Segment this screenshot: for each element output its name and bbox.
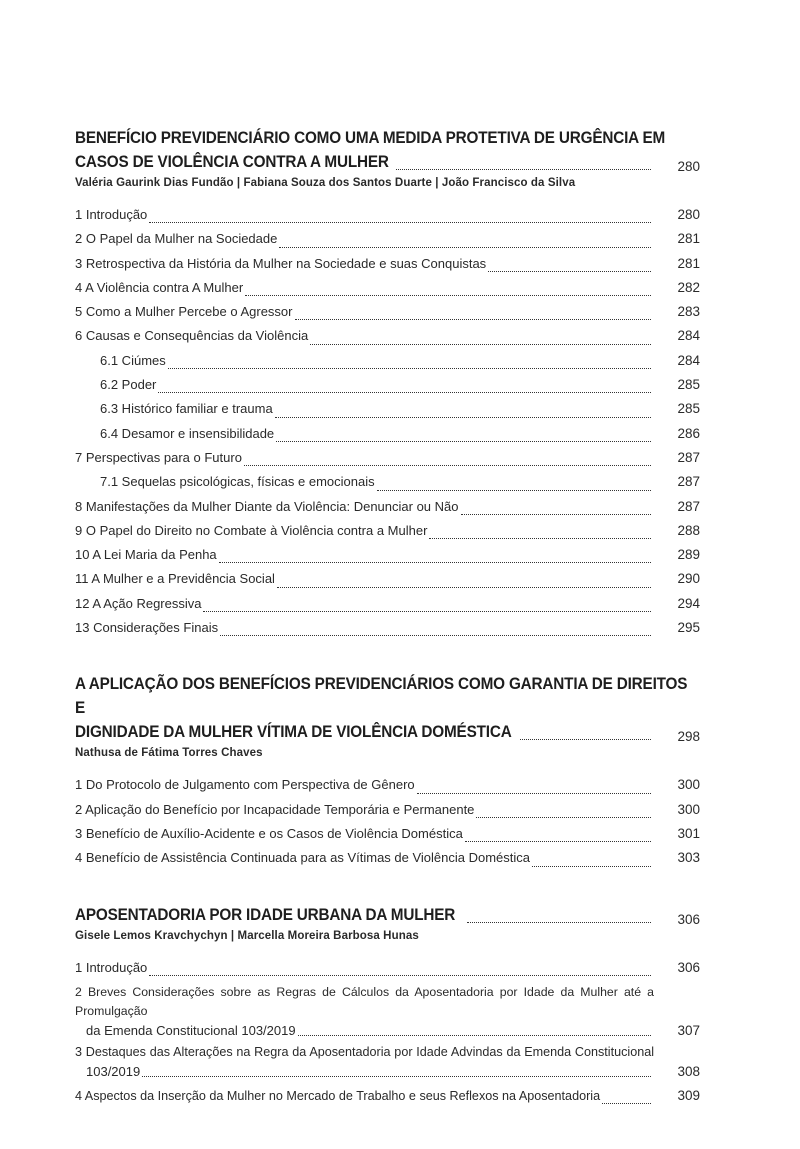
- entry-page: 286: [677, 425, 700, 441]
- leader-dots: [276, 440, 651, 442]
- entry-title: 4 A Violência contra A Mulher: [75, 279, 244, 295]
- toc-entry[interactable]: [75, 203, 700, 227]
- leader-dots: [149, 974, 651, 976]
- toc-entry[interactable]: [75, 822, 700, 846]
- leader-dots: [245, 294, 651, 296]
- toc-entry[interactable]: [75, 227, 700, 251]
- entry-title: 6.2 Poder: [100, 377, 157, 393]
- entry-title: 6 Causas e Consequências da Violência: [75, 328, 309, 344]
- entry-page: 300: [677, 777, 700, 793]
- entry-title: 13 Considerações Finais: [75, 620, 219, 636]
- entry-page: 285: [677, 401, 700, 417]
- entry-title: 3 Benefício de Auxílio-Acidente e os Casos de Violência Doméstica: [75, 825, 463, 841]
- entry-page: 285: [677, 377, 700, 393]
- toc-entry[interactable]: [75, 773, 700, 797]
- entry-title-continued: da Emenda Constitucional 103/2019: [86, 1022, 296, 1038]
- leader-dots: [142, 1075, 651, 1077]
- leader-dots: [467, 921, 651, 923]
- leader-dots: [219, 561, 651, 563]
- leader-dots: [298, 1034, 651, 1036]
- chapter-title[interactable]: [75, 126, 699, 150]
- entry-page: 281: [677, 255, 700, 271]
- entry-title: 10 A Lei Maria da Penha: [75, 547, 217, 563]
- toc-entry[interactable]: [75, 1084, 700, 1108]
- toc-entry[interactable]: [75, 252, 700, 276]
- toc-entry[interactable]: [75, 276, 700, 300]
- entry-page: 284: [677, 328, 700, 344]
- entry-title: 9 O Papel do Direito no Combate à Violência contra a Mulher: [75, 522, 428, 538]
- entry-title: 6.3 Histórico familiar e trauma: [100, 401, 273, 417]
- entry-page: 307: [677, 1022, 700, 1038]
- chapter-authors: Nathusa de Fátima Torres Chaves: [75, 747, 263, 760]
- entry-title: 3 Retrospectiva da História da Mulher na Sociedade e suas Conquistas: [75, 255, 487, 271]
- toc-subentry[interactable]: [75, 349, 700, 373]
- chapter-page-number: 306: [677, 911, 700, 927]
- toc-subentry[interactable]: [75, 422, 700, 446]
- toc-entry[interactable]: [75, 543, 700, 567]
- leader-dots: [149, 221, 651, 223]
- leader-dots: [417, 792, 651, 794]
- toc-entry[interactable]: [75, 846, 700, 870]
- chapter-title-row[interactable]: [75, 150, 700, 174]
- toc-entry[interactable]: [75, 956, 700, 980]
- entry-page: 301: [677, 825, 700, 841]
- entry-page: 288: [677, 522, 700, 538]
- leader-dots: [168, 367, 651, 369]
- toc-entry[interactable]: [75, 616, 700, 640]
- entry-page: 306: [677, 959, 700, 975]
- entry-page: 281: [677, 231, 700, 247]
- chapter-page-number: 298: [677, 729, 700, 745]
- toc-entry[interactable]: [75, 798, 700, 822]
- entry-title: 5 Como a Mulher Percebe o Agressor: [75, 304, 293, 320]
- entry-title: 2 O Papel da Mulher na Sociedade: [75, 231, 278, 247]
- entry-title: 7.1 Sequelas psicológicas, físicas e emocionais: [100, 474, 375, 490]
- entry-page: 309: [677, 1087, 700, 1103]
- chapter-3: [75, 903, 700, 1109]
- toc-subentry[interactable]: [75, 397, 700, 421]
- toc-entry[interactable]: [75, 592, 700, 616]
- entry-title: 4 Aspectos da Inserção da Mulher no Mercado de Trabalho e seus Reflexos na Aposentadoria: [75, 1088, 601, 1103]
- entry-title: 7 Perspectivas para o Futuro: [75, 449, 242, 465]
- entry-title: 11 A Mulher e a Previdência Social: [75, 571, 275, 587]
- toc-entry[interactable]: [75, 324, 700, 348]
- chapter-title-row[interactable]: [75, 903, 700, 927]
- chapter-authors: Gisele Lemos Kravchychyn | Marcella Moreira Barbosa Hunas: [75, 929, 419, 942]
- entry-page: 300: [677, 801, 700, 817]
- entry-title: 3 Destaques das Alterações na Regra da Aposentadoria por Idade Advindas da Emenda Constitucional: [75, 1044, 654, 1059]
- leader-dots: [244, 464, 651, 466]
- leader-dots: [465, 840, 651, 842]
- entry-title: 1 Introdução: [75, 207, 148, 222]
- entry-title: 2 Aplicação do Benefício por Incapacidade Temporária e Permanente: [75, 801, 475, 817]
- leader-dots: [377, 489, 651, 491]
- chapter-title-line1: BENEFÍCIO PREVIDENCIÁRIO COMO UMA MEDIDA PROTETIVA DE URGÊNCIA EM: [75, 128, 666, 147]
- toc-entry[interactable]: [75, 519, 700, 543]
- leader-dots: [158, 391, 651, 393]
- leader-dots: [602, 1102, 651, 1104]
- entry-page: 284: [677, 352, 700, 368]
- entry-title: 12 A Ação Regressiva: [75, 595, 202, 611]
- entry-page: 287: [677, 449, 700, 465]
- toc-subentry[interactable]: [75, 373, 700, 397]
- toc-entry[interactable]: [75, 1043, 700, 1081]
- leader-dots: [310, 343, 651, 345]
- entry-page: 308: [677, 1063, 700, 1079]
- leader-dots: [279, 246, 651, 248]
- entry-title: 6.4 Desamor e insensibilidade: [100, 425, 275, 441]
- leader-dots: [277, 586, 651, 588]
- leader-dots: [532, 865, 651, 867]
- entry-page: 303: [677, 850, 700, 866]
- leader-dots: [275, 416, 651, 418]
- entry-page: 282: [677, 279, 700, 295]
- entry-title: 1 Do Protocolo de Julgamento com Perspectiva de Gênero: [75, 777, 415, 793]
- leader-dots: [203, 610, 651, 612]
- toc-entry[interactable]: [75, 983, 700, 1040]
- leader-dots: [488, 270, 651, 272]
- chapter-title-row[interactable]: [75, 720, 700, 744]
- toc-entry[interactable]: [75, 300, 700, 324]
- chapter-title[interactable]: [75, 672, 699, 720]
- toc-entry[interactable]: [75, 495, 700, 519]
- toc-entry[interactable]: [75, 446, 700, 470]
- chapter-title-line1: A APLICAÇÃO DOS BENEFÍCIOS PREVIDENCIÁRIOS COMO GARANTIA DE DIREITOS E: [75, 674, 688, 718]
- entry-page: 280: [677, 207, 700, 222]
- chapter-authors: Valéria Gaurink Dias Fundão | Fabiana Souza dos Santos Duarte | João Francisco da Silva: [75, 177, 576, 189]
- toc-subentry[interactable]: [75, 470, 700, 494]
- leader-dots: [295, 318, 652, 320]
- entry-page: 295: [677, 620, 700, 636]
- entry-page: 289: [677, 547, 700, 563]
- entry-page: 294: [677, 595, 700, 611]
- entry-title: 8 Manifestações da Mulher Diante da Violência: Denunciar ou Não: [75, 498, 459, 514]
- leader-dots: [220, 634, 651, 636]
- toc-entry[interactable]: [75, 567, 700, 591]
- chapter-title-line2: APOSENTADORIA POR IDADE URBANA DA MULHER: [75, 904, 456, 924]
- leader-dots: [396, 168, 651, 170]
- entry-title: 4 Benefício de Assistência Continuada para as Vítimas de Violência Doméstica: [75, 850, 531, 866]
- entry-page: 287: [677, 474, 700, 490]
- entry-page: 290: [677, 571, 700, 587]
- leader-dots: [520, 738, 651, 740]
- entry-page: 287: [677, 498, 700, 514]
- leader-dots: [429, 537, 651, 539]
- chapter-2: [75, 672, 700, 870]
- entry-title-continued: 103/2019: [86, 1063, 141, 1079]
- chapter-page-number: 280: [677, 159, 700, 174]
- leader-dots: [461, 513, 652, 515]
- leader-dots: [476, 816, 651, 818]
- chapter-title-line2: CASOS DE VIOLÊNCIA CONTRA A MULHER: [75, 152, 389, 171]
- entry-title: 6.1 Ciúmes: [100, 352, 166, 368]
- chapter-title-line2: DIGNIDADE DA MULHER VÍTIMA DE VIOLÊNCIA DOMÉSTICA: [75, 722, 512, 742]
- table-of-contents: [75, 126, 700, 1140]
- chapter-1: [75, 126, 700, 640]
- entry-title: 2 Breves Considerações sobre as Regras de Cálculos da Aposentadoria por Idade da Mulher até a Promulgação: [75, 984, 654, 1018]
- entry-page: 283: [677, 304, 700, 320]
- entry-title: 1 Introdução: [75, 959, 148, 975]
